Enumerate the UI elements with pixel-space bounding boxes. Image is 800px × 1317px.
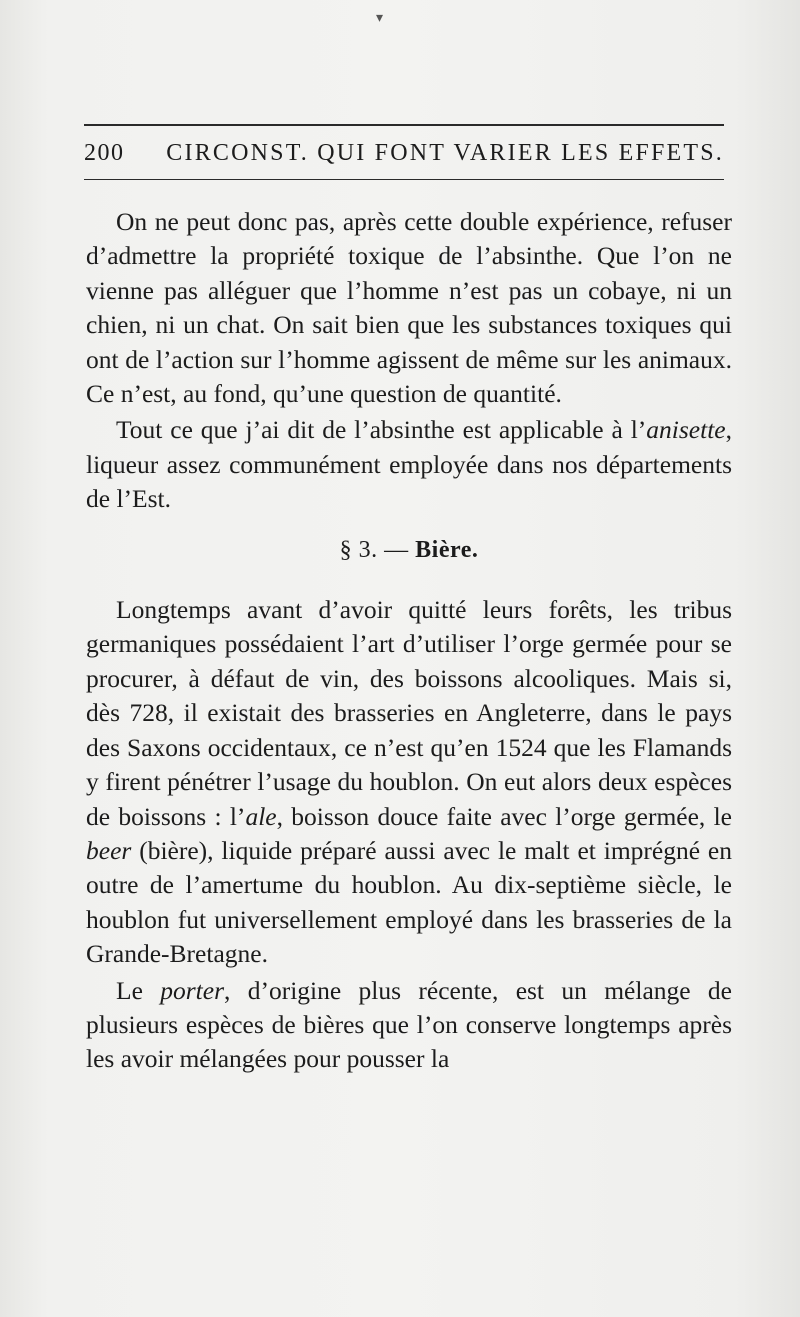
page-body bbox=[86, 205, 732, 1077]
running-title: CIRCONST. QUI FONT VARIER LES EFFETS. bbox=[166, 140, 724, 166]
paragraph-porter: Le porter, d’origine plus récente, est un mélange de plusieurs espèces de bières que l’on conserve longtemps après les avoir mélangées pour pousser la bbox=[86, 975, 732, 1074]
ink-mark: ▾ bbox=[376, 11, 384, 26]
section-number: § 3. bbox=[339, 536, 378, 563]
paragraph-absinthe-toxicity: On ne peut donc pas, après cette double expérience, refuser d’admettre la propriété toxique de l’absinthe. Que l’on ne vienne pas alléguer que l’homme n’est pas un cobaye, ni un chien, ni un chat. On sait bien que les substances toxiques qui ont de l’action sur l’homme agissent de même sur les animaux. Ce n’est, au fond, qu’une question de quantité. bbox=[86, 207, 732, 409]
header-rule-bottom bbox=[84, 179, 724, 180]
section-dash: — bbox=[384, 536, 409, 563]
paragraph-anisette: Tout ce que j’ai dit de l’absinthe est applicable à l’anisette, liqueur assez communément employée dans nos départements de l’Est. bbox=[86, 415, 732, 514]
running-head bbox=[84, 140, 724, 172]
header-rule-top bbox=[84, 124, 724, 126]
section-heading bbox=[86, 533, 732, 567]
page-number: 200 bbox=[84, 140, 125, 166]
paragraph-beer-history: Longtemps avant d’avoir quitté leurs forêts, les tribus germaniques possédaient l’art d’utiliser l’orge germée pour se procurer, à défaut de vin, des boissons alcooliques. Mais si, dès 728, il existait des brasseries en Angleterre, dans le pays des Saxons occidentaux, ce n’est qu’en 1524 que les Flamands y firent pénétrer l’usage du houblon. On eut alors deux espèces de boissons : l’ale, boisson douce faite avec l’orge germée, le beer (bière), liquide préparé aussi avec le malt et imprégné en outre de l’amertume du houblon. Au dix-septième siècle, le houblon fut universellement employé dans les brasseries de la Grande-Bretagne. bbox=[86, 595, 732, 969]
section-title: Bière. bbox=[415, 536, 479, 563]
